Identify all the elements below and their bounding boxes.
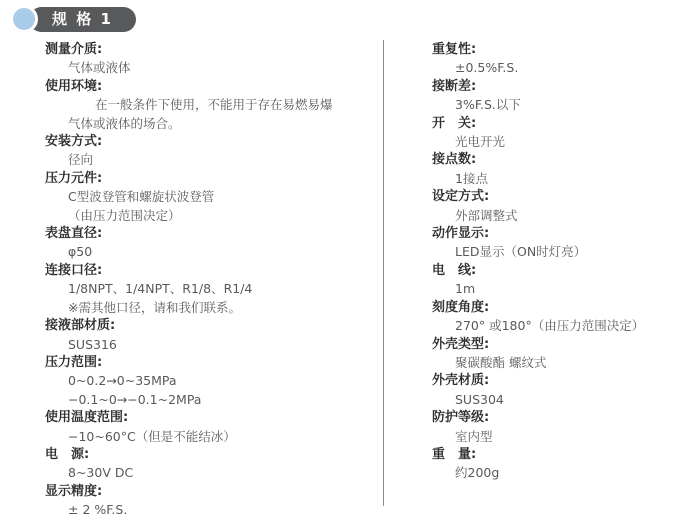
spec-value: ±0.5%F.S. [455,60,519,76]
spec-label: 接液部材质: [45,318,116,334]
spec-value: −0.1~0→−0.1~2MPa [68,391,202,407]
spec-value: 3%F.S.以下 [455,97,521,113]
spec-value: 室内型 [455,428,493,444]
spec-column-right [432,41,692,483]
spec-label: 压力元件: [45,170,103,186]
spec-value: SUS304 [455,391,504,407]
spec-value: 聚碳酸酯 螺纹式 [455,354,547,370]
spec-value: SUS316 [68,336,117,352]
spec-label: 使用温度范围: [45,410,129,426]
spec-label: 连接口径: [45,262,103,278]
spec-value: ※需其他口径，请和我们联系。 [68,299,241,315]
spec-label: 重复性: [432,42,477,57]
spec-label: 安装方式: [45,134,103,150]
spec-label: 测量介质: [45,42,103,57]
spec-label: 接点数: [432,152,477,168]
spec-value: 气体或液体 [68,60,131,76]
spec-value: LED显示（ON时灯亮） [455,244,587,260]
spec-value: 0~0.2→0~35MPa [68,373,177,389]
spec-value: 1接点 [455,170,488,186]
spec-column-left [45,41,375,520]
section-banner [0,0,200,40]
spec-label: 电 线: [432,262,477,278]
spec-value: 光电开光 [455,134,506,150]
accent-circle-icon [10,5,38,33]
spec-label: 外壳材质: [432,373,490,389]
spec-value: 270° 或180°（由压力范围决定） [455,318,645,334]
spec-value: 1m [455,281,476,297]
spec-value: 径向 [68,152,94,168]
spec-value: 约200g [455,465,500,481]
spec-value: 1/8NPT、1/4NPT、R1/8、R1/4 [68,281,253,297]
spec-label: 压力范围: [45,354,103,370]
spec-label: 重 量: [432,446,477,462]
spec-value: （由压力范围决定） [68,207,181,223]
spec-value: −10~60°C（但是不能结冰） [68,428,236,444]
spec-value: 气体或液体的场合。 [68,115,181,131]
spec-value: 外部调整式 [455,207,518,223]
spec-label: 表盘直径: [45,226,103,242]
section-title: 规 格 1 [52,10,113,28]
spec-label: 电 源: [45,446,90,462]
spec-label: 显示精度: [45,483,103,499]
spec-label: 动作显示: [432,226,490,242]
spec-value: ± 2 %F.S. [68,502,128,518]
spec-label: 接断差: [432,78,477,94]
spec-value: 在一般条件下使用，不能用于存在易燃易爆 [95,97,333,113]
spec-label: 外壳类型: [432,336,490,352]
column-divider [383,40,384,506]
spec-value: 8~30V DC [68,465,134,481]
spec-value: φ50 [68,244,93,260]
spec-value: C型波登管和螺旋状波登管 [68,189,215,205]
spec-label: 刻度角度: [432,299,490,315]
banner-pill [29,7,136,32]
spec-label: 设定方式: [432,189,490,205]
spec-label: 使用环境: [45,78,103,94]
spec-label: 防护等级: [432,410,490,426]
spec-label: 开 关: [432,115,477,131]
